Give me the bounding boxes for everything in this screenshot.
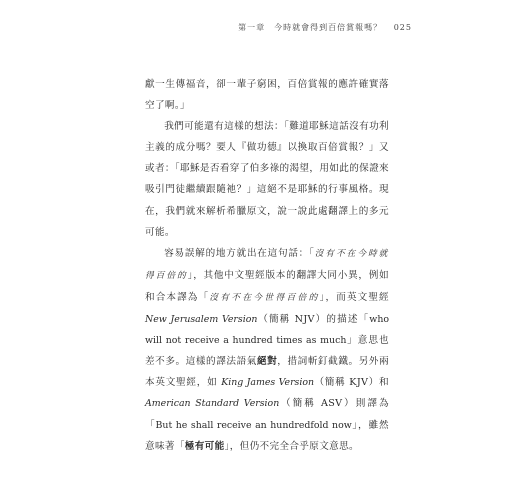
paragraph-p2 bbox=[145, 116, 389, 243]
page-number: 025 bbox=[393, 23, 412, 32]
page-body bbox=[145, 74, 389, 457]
emphasis-text: 極有可能 bbox=[184, 440, 225, 452]
body-text: 」，其他中文聖經版本的翻譯大同小異，例如和合本譯為「 bbox=[145, 269, 390, 303]
emphasis-text: 絕對 bbox=[256, 356, 278, 368]
body-text: （簡稱 KJV）和 bbox=[314, 377, 389, 389]
body-text: 容易誤解的地方就出在這句話：「 bbox=[164, 247, 315, 259]
paragraph-p1 bbox=[145, 74, 389, 116]
scripture-quote: 沒有不在今時就得百倍的 bbox=[145, 248, 390, 281]
body-text: （簡稱 NJV）的描述「 bbox=[257, 314, 370, 326]
paragraph-p3 bbox=[145, 243, 389, 457]
running-header bbox=[238, 22, 412, 33]
body-text: （簡稱 ASV）則譯為「 bbox=[145, 398, 389, 431]
body-text: 我們可能還有這樣的想法：「難道耶穌這話沒有功利主義的成分嗎？要人『做功德』以換取百倍賞報？」又或者：「耶穌是否看穿了伯多祿的渴望，用如此的保證來吸引門徒繼續跟隨祂？」這絕不是耶穌的行事風格。現在，我們就來解析希臘原文，說一說此處翻譯上的多元可能。 bbox=[145, 121, 389, 238]
body-text: 」，雖然意味著「 bbox=[145, 419, 389, 452]
chapter-title: 第一章 今時就會得到百倍賞報嗎？ bbox=[238, 23, 383, 32]
body-text: 」意思也差不多。這樣的譯法語氣 bbox=[145, 335, 389, 368]
english-text: who will not receive a hundred times as much bbox=[145, 314, 390, 347]
scripture-quote: 沒有不在今世得百倍的 bbox=[209, 292, 320, 303]
body-text: 獻一生傳福音，卻一輩子窮困，百倍賞報的應許確實落空了啊。」 bbox=[145, 79, 389, 112]
bible-version-title: American Standard Version bbox=[145, 398, 280, 410]
body-text: 」，而英文聖經 bbox=[319, 291, 390, 303]
english-text: But he shall receive an hundredfold now bbox=[155, 419, 352, 431]
bible-version-title: New Jerusalem Version bbox=[145, 314, 258, 326]
bible-version-title: King James Version bbox=[221, 377, 315, 389]
body-text: 」，但仍不完全合乎原文意思。 bbox=[224, 440, 359, 452]
body-text: ，措詞斬釘截鐵。另外兩本英文聖經，如 bbox=[145, 356, 389, 389]
